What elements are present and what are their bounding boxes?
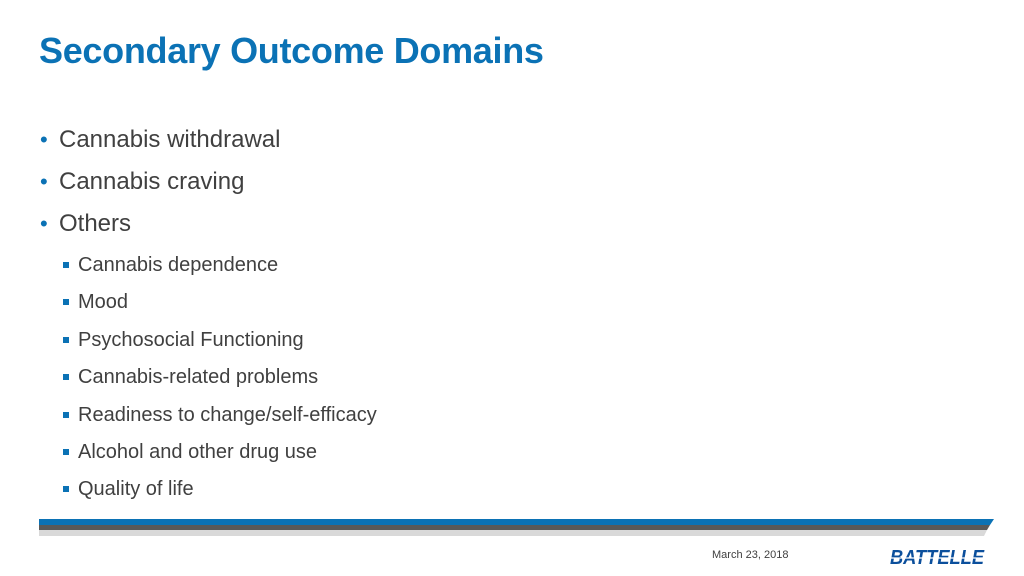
footer-bar-light <box>39 530 987 536</box>
bullet-item <box>40 206 280 248</box>
square-bullet-icon <box>63 299 69 305</box>
sub-bullet-list <box>63 250 377 512</box>
sub-bullet-item <box>63 437 377 474</box>
sub-bullet-item <box>63 287 377 324</box>
footer-date: March 23, 2018 <box>712 549 789 561</box>
square-bullet-icon <box>63 449 69 455</box>
bullet-item <box>40 164 280 206</box>
sub-bullet-text: Readiness to change/self-efficacy <box>78 403 377 426</box>
sub-bullet-item <box>63 474 377 511</box>
sub-bullet-item <box>63 362 377 399</box>
square-bullet-icon <box>63 412 69 418</box>
bullet-text: Cannabis withdrawal <box>59 126 281 153</box>
bullet-dot-icon: • <box>40 169 48 194</box>
bullet-dot-icon: • <box>40 127 48 152</box>
sub-bullet-text: Mood <box>78 291 129 314</box>
battelle-logo <box>888 545 986 569</box>
bullet-dot-icon: • <box>40 211 48 236</box>
sub-bullet-item <box>63 325 377 362</box>
footer-bar-blue <box>39 519 994 525</box>
square-bullet-icon <box>63 337 69 343</box>
slide-title: Secondary Outcome Domains <box>39 30 544 71</box>
bullet-text: Cannabis craving <box>59 168 245 195</box>
sub-bullet-text: Cannabis-related problems <box>78 366 319 389</box>
square-bullet-icon <box>63 262 69 268</box>
sub-bullet-text: Psychosocial Functioning <box>78 328 304 351</box>
sub-bullet-item <box>63 400 377 437</box>
logo-text: BATTELLE <box>890 547 985 569</box>
sub-bullet-text: Quality of life <box>78 478 194 501</box>
sub-bullet-item <box>63 250 377 287</box>
footer-divider-bars <box>39 519 994 536</box>
footer-bar-dark <box>39 525 990 530</box>
square-bullet-icon <box>63 374 69 380</box>
sub-bullet-text: Cannabis dependence <box>78 254 279 276</box>
square-bullet-icon <box>63 486 69 492</box>
bullet-list <box>40 122 280 248</box>
bullet-item <box>40 122 280 164</box>
bullet-text: Others <box>59 210 132 237</box>
sub-bullet-text: Alcohol and other drug use <box>78 440 318 463</box>
